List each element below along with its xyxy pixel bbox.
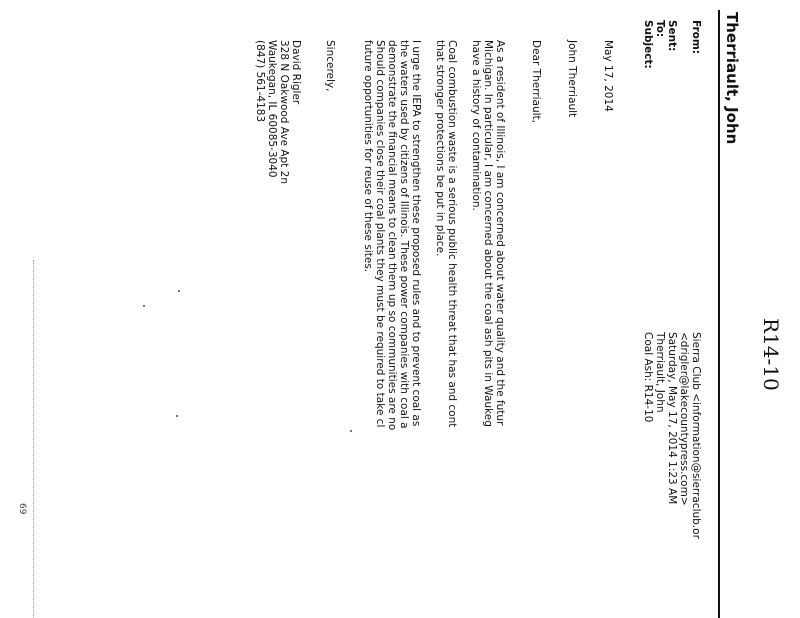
from-value: Sierra Club <information@sierraclub.or	[690, 332, 702, 539]
footer-rule	[33, 260, 34, 618]
header-divider	[718, 10, 720, 618]
subject-value: Coal Ash: R14-10	[642, 332, 654, 423]
scan-speck	[178, 290, 180, 292]
paragraph-1-line-3: have a history of contamination.	[470, 40, 482, 211]
document-number: R14-10	[759, 318, 783, 391]
paragraph-2-line-1: Coal combustion waste is a serious public health threat that has and cont	[446, 40, 458, 428]
signature-phone: (847) 561-4183	[254, 40, 266, 123]
salutation: Dear Therriault,	[530, 40, 542, 123]
scan-speck	[143, 305, 145, 307]
scan-speck	[350, 430, 352, 432]
scan-speck	[176, 415, 178, 417]
signature-address: 328 N Oakwood Ave Apt 2n	[278, 40, 290, 185]
paragraph-3-line-3: demonstrate the financial means to clean them up so communities are no	[386, 40, 398, 431]
to-value: Therriault, John	[654, 332, 666, 413]
sent-value: Saturday, May 17, 2014 1:23 AM	[666, 332, 678, 505]
letter-recipient: John Therriault	[566, 40, 578, 118]
paragraph-3-line-1: I urge the IEPA to strengthen these proposed rules and to prevent coal as	[410, 40, 422, 427]
letter-date: May 17, 2014	[602, 40, 614, 112]
closing: Sincerely,	[324, 40, 336, 92]
sent-label: Sent:	[666, 20, 678, 52]
to-label: To:	[654, 20, 666, 38]
sender-name-heading: Therriault, John	[723, 12, 741, 145]
from-label: From:	[690, 20, 702, 55]
signature-name: David Rigler	[290, 40, 302, 105]
subject-label: Subject:	[642, 20, 654, 69]
paragraph-1-line-1: As a resident of Illinois, I am concerned about water quality and the futur	[494, 40, 506, 426]
paragraph-3-line-5: future opportunities for reuse of these sites.	[362, 40, 374, 273]
from-email: <drigler@lakecountypress.com>	[678, 332, 690, 506]
paragraph-3-line-4: Should companies close their coal plants they must be required to take cl	[374, 40, 386, 428]
signature-city: Waukegan, IL 60085-3040	[266, 40, 278, 178]
page-number: 69	[17, 503, 27, 515]
paragraph-2-line-2: that stronger protections be put in place.	[434, 40, 446, 257]
paragraph-3-line-2: the waters used by citizens of Illinois. These power companies with coal a	[398, 40, 410, 429]
paragraph-1-line-2: Michigan. In particular, I am concerned about the coal ash pits in Waukeg	[482, 40, 494, 427]
